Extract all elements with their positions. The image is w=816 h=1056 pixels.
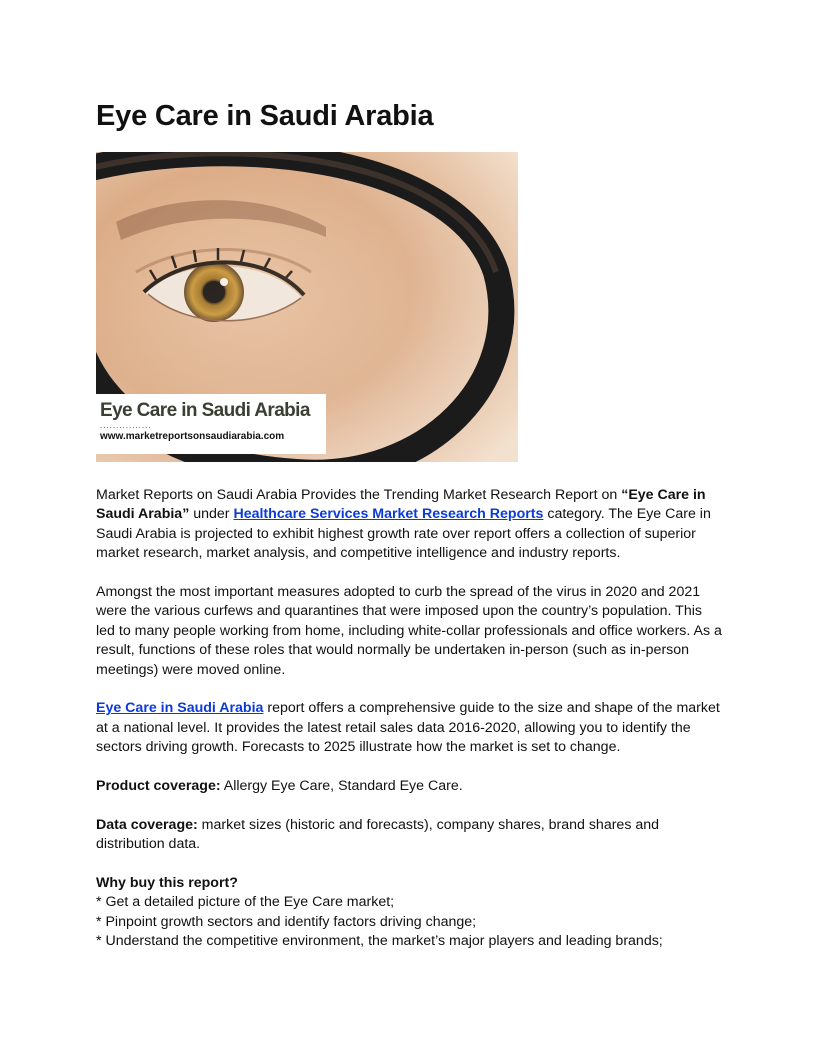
eye-care-report-link[interactable]: Eye Care in Saudi Arabia: [96, 700, 264, 717]
product-coverage-value: Allergy Eye Care, Standard Eye Care.: [220, 778, 463, 795]
intro-text-2: under: [189, 506, 234, 523]
data-coverage: [96, 816, 722, 855]
list-item: * Get a detailed picture of the Eye Care market;: [96, 894, 395, 911]
intro-text-1: Market Reports on Saudi Arabia Provides the Trending Market Research Report on: [96, 487, 622, 503]
covid-paragraph: Amongst the most important measures adopted to curb the spread of the virus in 2020 and 2021 were the various curfews and quarantines that were imposed upon the country’s population. This led to many people working from home, including white-collar professionals and office workers. As a result, functions of these roles that would normally be undertaken in-person (such as in-person meetings) were moved online.: [96, 584, 722, 678]
why-buy-heading: [96, 874, 722, 893]
list-item: * Understand the competitive environment, the market’s major players and leading brands;: [96, 933, 663, 950]
product-coverage-label: Product coverage:: [96, 778, 221, 795]
report-paragraph-text: report offers a comprehensive guide to the size and shape of the market at a national level. It provides the latest retail sales data 2016-2020, allowing you to identify the sectors driving growth. Forecasts to 2025 illustrate how the market is set to change.: [96, 700, 720, 756]
hero-caption-dots: ................: [100, 421, 152, 430]
report-paragraph: [96, 699, 722, 757]
why-buy-heading-text: Why buy this report?: [96, 875, 238, 892]
list-item: * Pinpoint growth sectors and identify factors driving change;: [96, 913, 477, 930]
hero-caption-url: www.marketreportsonsaudiarabia.com: [100, 431, 285, 442]
data-coverage-value: market sizes (historic and forecasts), company shares, brand shares and distribution data.: [96, 816, 660, 853]
hero-image: [96, 152, 518, 462]
page-title: Eye Care in Saudi Arabia: [96, 100, 434, 132]
data-coverage-label: Data coverage:: [96, 816, 198, 833]
hero-caption: [96, 394, 326, 454]
intro-paragraph: [96, 486, 722, 564]
intro-text-3: category. The Eye Care in Saudi Arabia is projected to exhibit highest growth rate over report offers a collection of superior market research, market analysis, and competitive intelligence and industry reports.: [96, 506, 711, 562]
document-page: [96, 96, 722, 952]
intro-bold-title: “Eye Care in Saudi Arabia”: [96, 487, 706, 523]
product-coverage: [96, 777, 722, 796]
healthcare-services-link[interactable]: Healthcare Services Market Research Reports: [233, 506, 544, 523]
hero-caption-title: Eye Care in Saudi Arabia: [100, 400, 310, 421]
